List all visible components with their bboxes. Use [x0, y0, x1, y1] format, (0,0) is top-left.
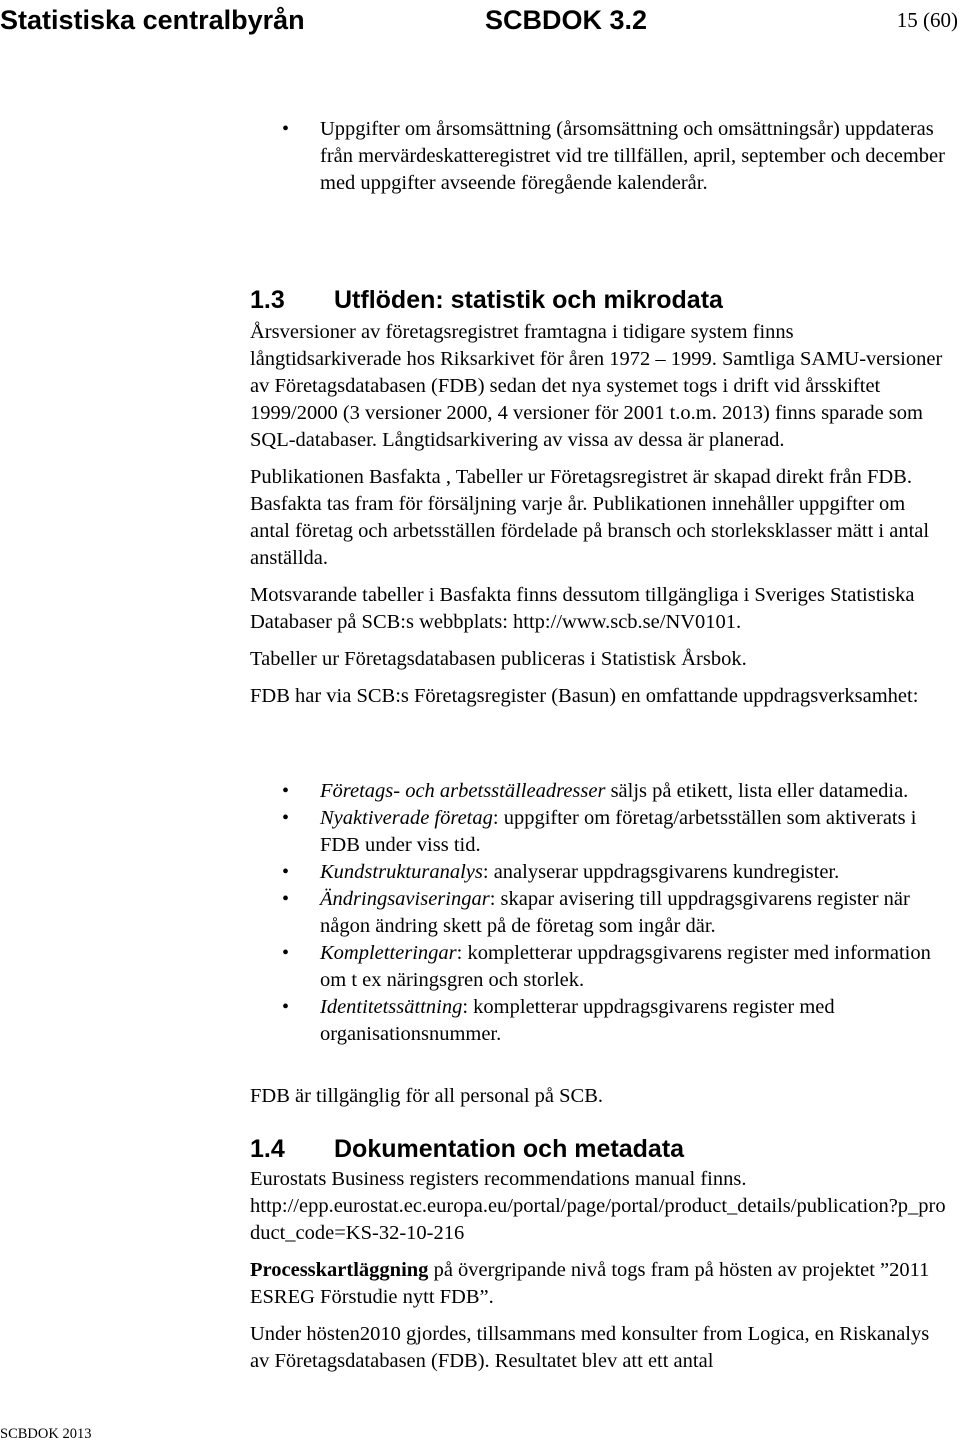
- section-number: 1.4: [250, 1135, 285, 1163]
- section-1-3: [250, 285, 950, 720]
- access-note: [250, 1083, 950, 1110]
- list-item-term: Ändringsaviseringar: [320, 888, 490, 910]
- top-bullet-list: [250, 116, 950, 197]
- section-title: Dokumentation och metadata: [334, 1135, 685, 1163]
- paragraph: Eurostats Business registers recommendations manual finns.: [250, 1168, 747, 1190]
- list-item-text: : analyserar uppdragsgivarens kundregister.: [482, 861, 840, 883]
- bullet-icon: •: [282, 996, 290, 1018]
- bullet-icon: •: [282, 942, 290, 964]
- header-doc-id: SCBDOK 3.2: [485, 5, 648, 35]
- list-item: [250, 805, 950, 859]
- list-item-text: Uppgifter om årsomsättning (årsomsättning och omsättningsår) uppdateras från mervärdeskatteregistret vid tre tillfällen, april, september och december med uppgifter avseende föregående kalenderår.: [320, 118, 945, 194]
- paragraph: Motsvarande tabeller i Basfakta finns dessutom tillgängliga i Sveriges Statistiska Databaser på SCB:s webbplats: http://www.scb.se/NV0101.: [250, 584, 915, 633]
- list-item: [250, 859, 950, 886]
- list-item: [250, 940, 950, 994]
- list-item-term: Kundstrukturanalys: [320, 861, 483, 883]
- paragraph: FDB har via SCB:s Företagsregister (Basun) en omfattande uppdragsverksamhet:: [250, 685, 919, 707]
- header-page-number: 15 (60): [896, 8, 958, 32]
- section-title: Utflöden: statistik och mikrodata: [334, 286, 723, 314]
- bullet-icon: •: [282, 807, 290, 829]
- list-item-term: Nyaktiverade företag: [320, 807, 493, 829]
- paragraph-text: på övergripande nivå togs fram på hösten av projektet ”2011 ESREG Förstudie nytt FDB”.: [250, 1259, 930, 1308]
- section-heading: [250, 285, 950, 315]
- list-item-text: : uppgifter om företag/arbetsställen som aktiverats i FDB under viss tid.: [320, 807, 917, 856]
- bullet-icon: •: [282, 118, 290, 140]
- paragraph: [250, 1257, 950, 1311]
- paragraph: Årsversioner av företagsregistret framtagna i tidigare system finns långtidsarkiverade hos Riksarkivet för åren 1972 – 1999. Samtliga SAMU-versioner av Företagsdatabasen (FDB) sedan det nya systemet togs i drift vid årsskiftet 1999/2000 (3 versioner 2000, 4 versioner för 2001 t.o.m. 2013) finns sparade som SQL-databaser. Långtidsarkivering av vissa av dessa är planerad.: [250, 321, 943, 451]
- page-footer: SCBDOK 2013: [0, 1426, 92, 1442]
- page-header: [0, 0, 960, 42]
- section-1-4: [250, 1134, 950, 1375]
- list-item-text: : kompletterar uppdragsgivarens register med organisationsnummer.: [320, 996, 835, 1045]
- bold-term: Processkartläggning: [250, 1259, 429, 1281]
- bullet-icon: •: [282, 861, 290, 883]
- paragraph: Under hösten2010 gjordes, tillsammans med konsulter from Logica, en Riskanalys av Företagsdatabasen (FDB). Resultatet blev att ett antal: [250, 1323, 930, 1372]
- paragraph: Tabeller ur Företagsdatabasen publiceras i Statistisk Årsbok.: [250, 648, 747, 670]
- section-heading: [250, 1134, 950, 1164]
- list-item: [250, 116, 950, 197]
- list-item: [250, 778, 950, 805]
- eurostat-url: http://epp.eurostat.ec.europa.eu/portal/page/portal/product_details/publication?p_product_code=KS-32-10-216: [250, 1195, 946, 1244]
- list-item-term: Företags- och arbetsställeadresser: [320, 780, 606, 802]
- section-number: 1.3: [250, 286, 285, 314]
- list-item-text: : kompletterar uppdragsgivarens register med information om t ex näringsgren och storlek.: [320, 942, 931, 991]
- service-list: [250, 778, 950, 1048]
- bullet-icon: •: [282, 780, 290, 802]
- list-item: [250, 994, 950, 1048]
- paragraph: Publikationen Basfakta , Tabeller ur Företagsregistret är skapad direkt från FDB. Basfakta tas fram för försäljning varje år. Publikationen innehåller uppgifter om antal företag och arbetsställen fördelade på bransch och storleksklasser mätt i antal anställda.: [250, 466, 930, 569]
- list-item-text: : skapar avisering till uppdragsgivarens register när någon ändring skett på de företag som ingår där.: [320, 888, 910, 937]
- list-item: [250, 886, 950, 940]
- list-item-term: Identitetssättning: [320, 996, 463, 1018]
- header-org: Statistiska centralbyrån: [0, 5, 305, 35]
- list-item-text: säljs på etikett, lista eller datamedia.: [605, 780, 909, 802]
- paragraph: FDB är tillgänglig för all personal på SCB.: [250, 1085, 604, 1107]
- bullet-icon: •: [282, 888, 290, 910]
- list-item-term: Kompletteringar: [320, 942, 457, 964]
